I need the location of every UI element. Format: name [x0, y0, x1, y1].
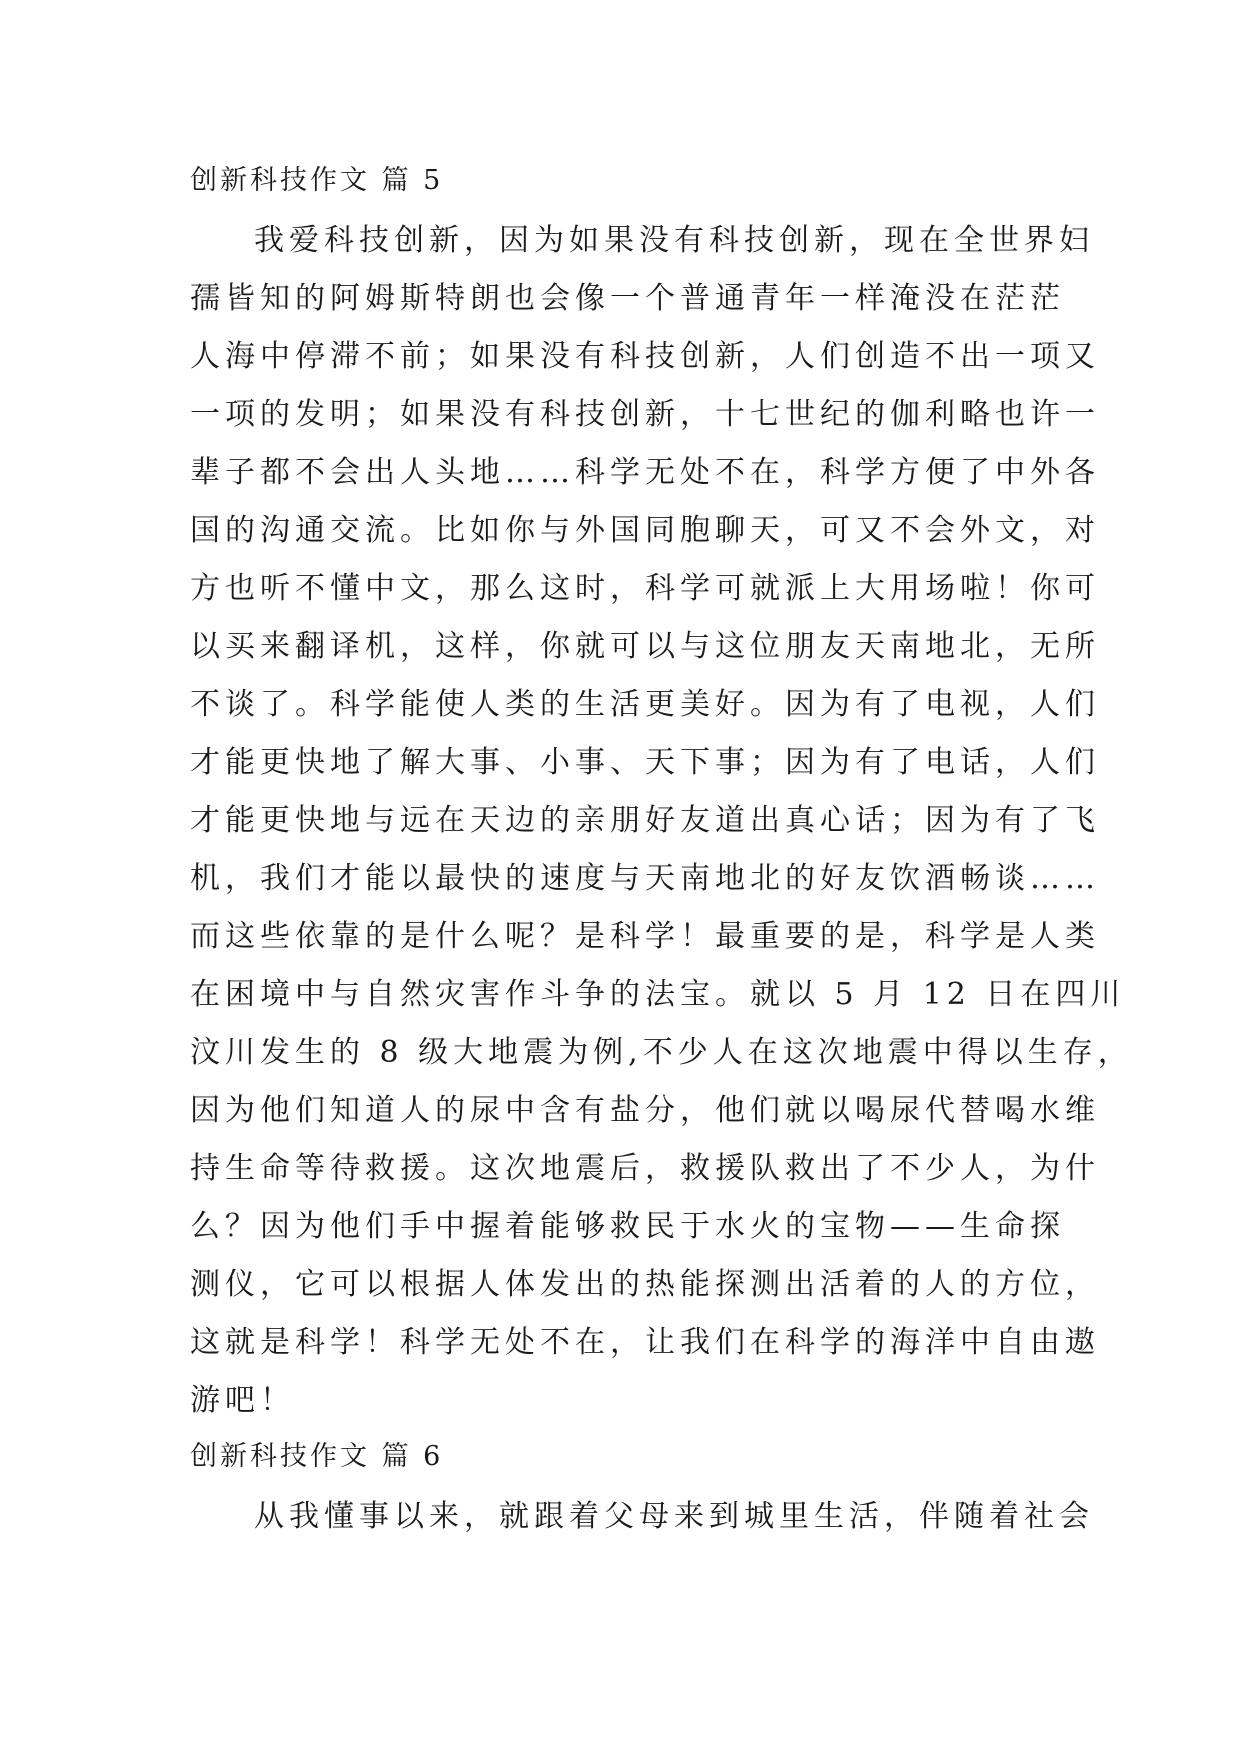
- paragraph-line: 国的沟通交流。比如你与外国同胞聊天，可又不会外文，对: [190, 513, 1100, 548]
- paragraph-line: 持生命等待救援。这次地震后，救援队救出了不少人，为什: [190, 1151, 1100, 1186]
- paragraph-line: 我爱科技创新，因为如果没有科技创新，现在全世界妇: [254, 223, 1094, 258]
- paragraph-line: 人海中停滞不前；如果没有科技创新，人们创造不出一项又: [190, 339, 1100, 374]
- document-page: [190, 160, 1133, 1546]
- paragraph-line: 从我懂事以来，就跟着父母来到城里生活，伴随着社会: [254, 1499, 1094, 1534]
- paragraph-line: 么？因为他们手中握着能够救民于水火的宝物——生命探: [190, 1209, 1065, 1244]
- paragraph-line: 而这些依靠的是什么呢？是科学！最重要的是，科学是人类: [190, 919, 1100, 954]
- section-6-paragraph: [190, 1488, 1094, 1546]
- paragraph-line: 这就是科学！科学无处不在，让我们在科学的海洋中自由遨: [190, 1325, 1100, 1360]
- paragraph-line: 不谈了。科学能使人类的生活更美好。因为有了电视，人们: [190, 687, 1100, 722]
- paragraph-line: 以买来翻译机，这样，你就可以与这位朋友天南地北，无所: [190, 629, 1100, 664]
- section-heading-6: 创新科技作文 篇 6: [190, 1441, 444, 1472]
- paragraph-line: 汶川发生的 8 级大地震为例,不少人在这次地震中得以生存，: [190, 1035, 1133, 1070]
- paragraph-line: 机，我们才能以最快的速度与天南地北的好友饮酒畅谈……: [190, 861, 1100, 896]
- paragraph-line: 孺皆知的阿姆斯特朗也会像一个普通青年一样淹没在茫茫: [190, 281, 1065, 316]
- paragraph-line: 测仪，它可以根据人体发出的热能探测出活着的人的方位，: [190, 1267, 1100, 1302]
- paragraph-line: 因为他们知道人的尿中含有盐分，他们就以喝尿代替喝水维: [190, 1093, 1100, 1128]
- section-heading-5: 创新科技作文 篇 5: [190, 165, 444, 196]
- paragraph-line: 在困境中与自然灾害作斗争的法宝。就以 5 月 12 日在四川: [190, 977, 1126, 1012]
- section-5-paragraph: [190, 212, 1133, 1430]
- paragraph-line: 才能更快地了解大事、小事、天下事；因为有了电话，人们: [190, 745, 1100, 780]
- paragraph-line: 方也听不懂中文，那么这时，科学可就派上大用场啦！你可: [190, 571, 1100, 606]
- paragraph-line: 一项的发明；如果没有科技创新，十七世纪的伽利略也许一: [190, 397, 1100, 432]
- paragraph-line: 才能更快地与远在天边的亲朋好友道出真心话；因为有了飞: [190, 803, 1100, 838]
- paragraph-line: 辈子都不会出人头地……科学无处不在，科学方便了中外各: [190, 455, 1100, 490]
- paragraph-line: 游吧！: [190, 1383, 295, 1418]
